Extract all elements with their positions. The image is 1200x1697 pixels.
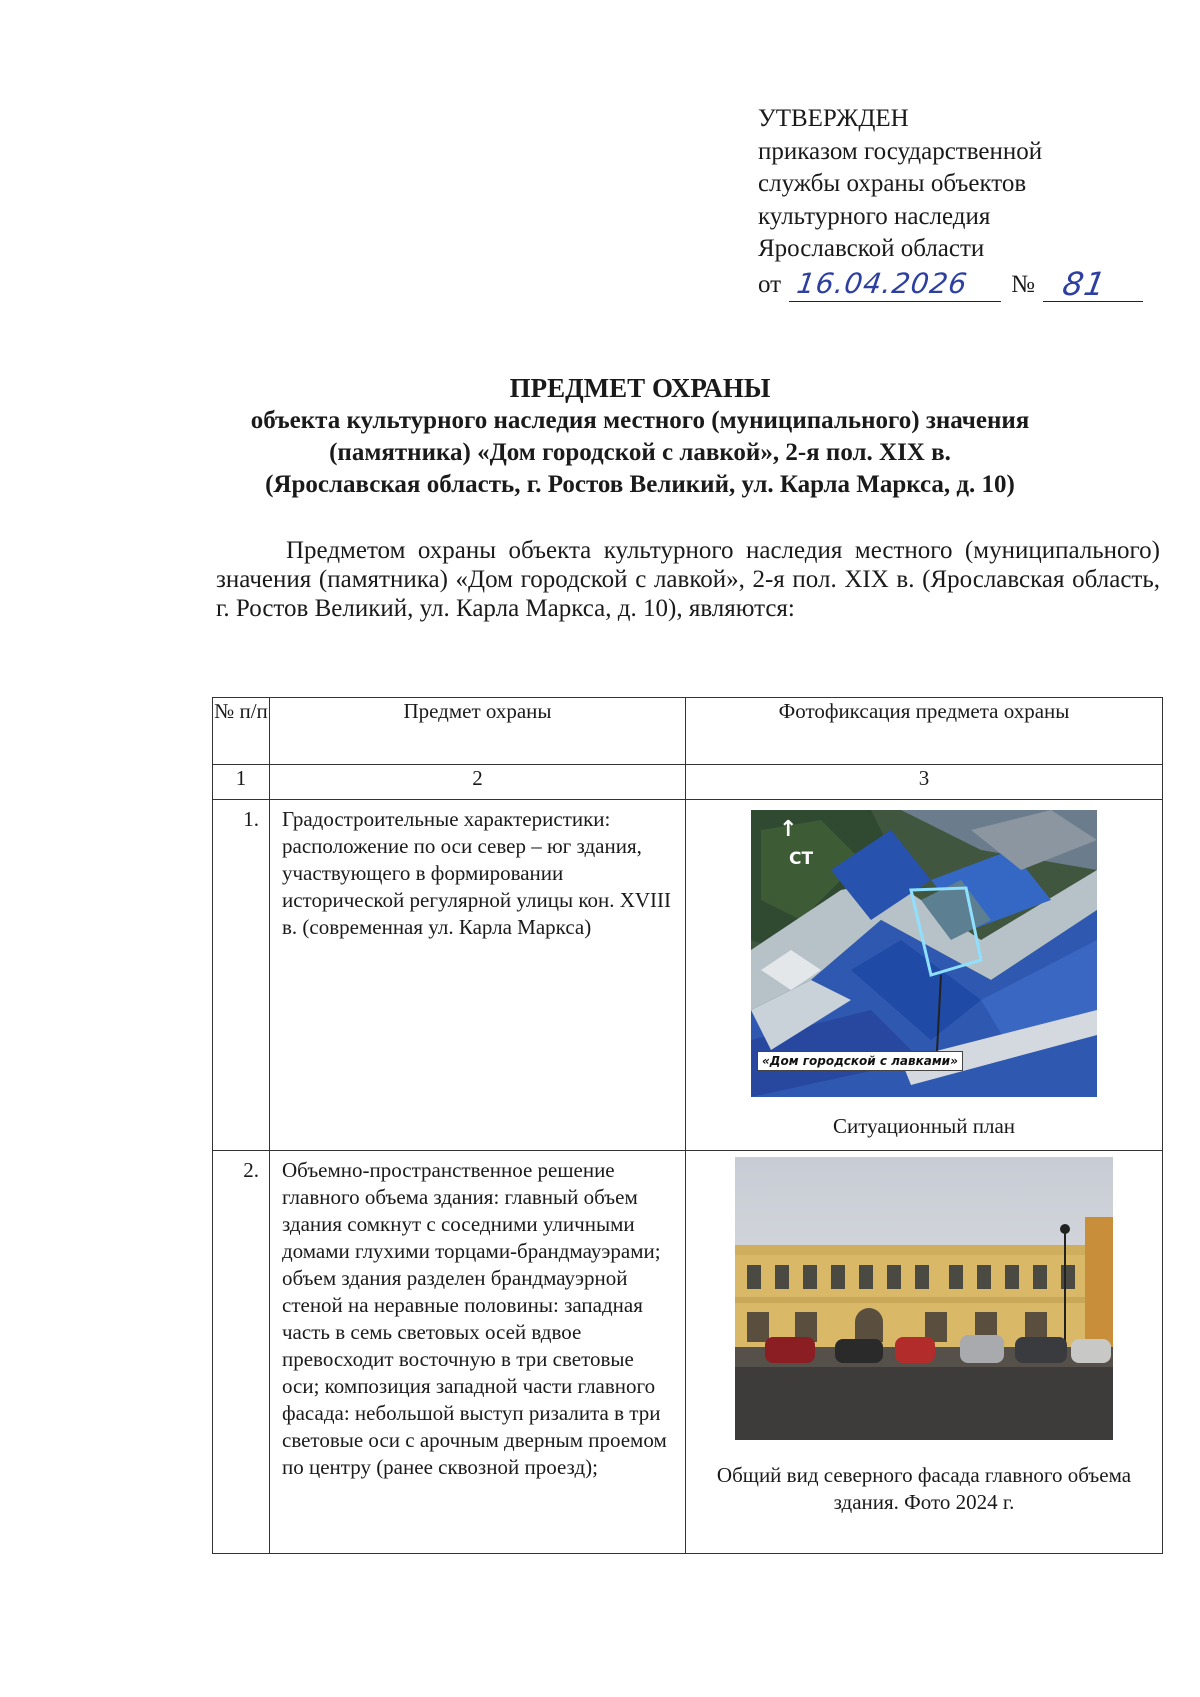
table-header-row bbox=[213, 698, 1163, 765]
table-row bbox=[213, 800, 1163, 1151]
approval-line-3: культурного наследия bbox=[758, 202, 991, 230]
header-number: № п/п bbox=[213, 698, 270, 765]
row-photo-cell bbox=[686, 1151, 1163, 1554]
header-photo: Фотофиксация предмета охраны bbox=[686, 698, 1163, 765]
number-field bbox=[1043, 265, 1143, 303]
date-field bbox=[789, 269, 1001, 302]
approval-stamp-block bbox=[758, 103, 1158, 302]
column-number-3: 3 bbox=[686, 765, 1163, 800]
title-line-2: (памятника) «Дом городской с лавкой», 2-я пол. XIX в. bbox=[329, 439, 951, 466]
handwritten-number: 81 bbox=[1059, 265, 1110, 303]
header-subject: Предмет охраны bbox=[270, 698, 686, 765]
intro-paragraph: Предметом охраны объекта культурного наследия местного (муниципального) значения (памятника) «Дом городской с лавкой», 2-я пол. XIX в. (Ярославская область, г. Ростов Великий, ул. Карла Маркса, д. 10), являются: bbox=[216, 537, 1160, 622]
title-line-1: объекта культурного наследия местного (муниципального) значения bbox=[250, 407, 1030, 434]
facade-photo-graphic bbox=[735, 1157, 1113, 1440]
situational-plan-image: ↑ СТ «Дом городской с лавками» bbox=[751, 810, 1097, 1097]
row-description: Объемно-пространственное решение главного объема здания: главный объем здания сомкнут с соседними уличными домами глухими торцами-брандмауэрами; объем здания разделен брандмауэрной стеной на неравные половины: западная часть в семь световых осей вдвое превосходит восточную в три световые оси; композиция западной части главного фасада: небольшой выступ ризалита в три световые оси с арочным дверным проемом по центру (ранее сквозной проезд); bbox=[270, 1151, 686, 1554]
approval-heading: УТВЕРЖДЕН bbox=[758, 105, 909, 132]
photo-caption: Ситуационный план bbox=[832, 1114, 1016, 1138]
table-row bbox=[213, 1151, 1163, 1554]
facade-photo-image bbox=[735, 1157, 1113, 1440]
map-object-label: «Дом городской с лавками» bbox=[757, 1051, 963, 1071]
row-number: 1. bbox=[213, 800, 270, 1151]
date-label: от bbox=[758, 271, 782, 298]
row-number: 2. bbox=[213, 1151, 270, 1554]
protection-subject-table bbox=[212, 697, 1163, 1554]
title-main: ПРЕДМЕТ ОХРАНЫ bbox=[509, 373, 771, 403]
photo-caption: Общий вид северного фасада главного объема здания. Фото 2024 г. bbox=[716, 1463, 1132, 1514]
title-line-3: (Ярославская область, г. Ростов Великий, ул. Карла Маркса, д. 10) bbox=[265, 471, 1015, 498]
document-title bbox=[180, 371, 1100, 501]
approval-line-1: приказом государственной bbox=[758, 137, 1043, 165]
north-label: СТ bbox=[789, 849, 814, 869]
column-number-2: 2 bbox=[270, 765, 686, 800]
approval-line-4: Ярославской области bbox=[758, 235, 985, 262]
approval-line-2: службы охраны объектов bbox=[758, 170, 1027, 197]
handwritten-date: 16.04.2026 bbox=[794, 267, 970, 300]
approval-date-number-line bbox=[758, 262, 1158, 302]
row-description: Градостроительные характеристики: расположение по оси север – юг здания, участвующего в формировании исторической регулярной улицы кон. XVIII в. (современная ул. Карла Маркса) bbox=[270, 800, 686, 1151]
table-column-numbers-row bbox=[213, 765, 1163, 800]
column-number-1: 1 bbox=[213, 765, 270, 800]
row-photo-cell bbox=[686, 800, 1163, 1151]
number-label: № bbox=[1011, 271, 1035, 298]
